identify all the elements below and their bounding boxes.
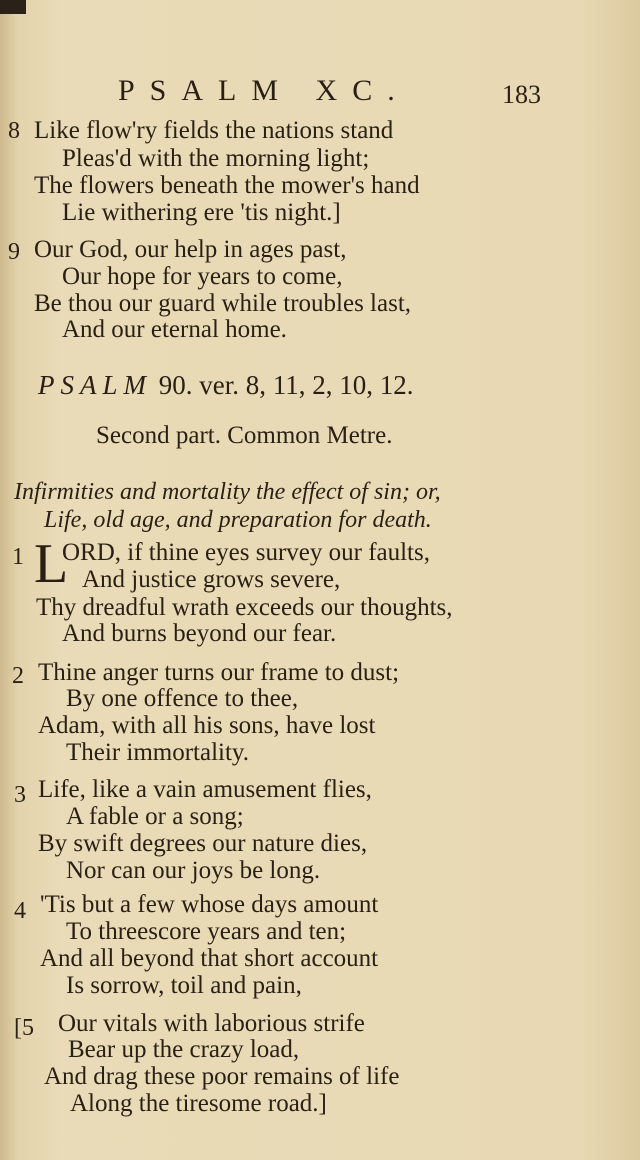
verse-line: Our God, our help in ages past,	[34, 236, 347, 263]
page-number: 183	[502, 80, 541, 109]
verse-line: 'Tis but a few whose days amount	[40, 891, 379, 918]
verse-line: ORD, if thine eyes survey our faults,	[62, 539, 430, 566]
verse-line: And our eternal home.	[62, 316, 287, 343]
verse-line: Lie withering ere 'tis night.]	[62, 199, 341, 226]
stanza-number: 3	[14, 782, 26, 808]
verse-line: Like flow'ry fields the nations stand	[34, 117, 394, 144]
stanza-number: 2	[12, 663, 24, 689]
stanza-number: 8	[8, 118, 20, 144]
verse-line: By swift degrees our nature dies,	[38, 830, 368, 857]
binding-mark	[0, 0, 26, 14]
verse-line: Is sorrow, toil and pain,	[66, 972, 302, 999]
verse-line: Adam, with all his sons, have lost	[38, 712, 376, 739]
section-title-verses: 90. ver. 8, 11, 2, 10, 12.	[158, 370, 414, 400]
verse-line: And all beyond that short account	[40, 945, 379, 972]
verse-line: Bear up the crazy load,	[68, 1036, 300, 1063]
verse-line: And drag these poor remains of life	[44, 1063, 400, 1090]
verse-line: A fable or a song;	[66, 803, 244, 830]
verse-line: And burns beyond our fear.	[62, 620, 337, 647]
verse-line: Along the tiresome road.]	[70, 1090, 327, 1117]
running-header	[0, 74, 640, 114]
stanza-number: 1	[12, 544, 24, 570]
stanza-number: 4	[14, 898, 26, 924]
stanza-number: 9	[8, 239, 20, 265]
verse-line: Thy dreadful wrath exceeds our thoughts,	[36, 594, 453, 621]
verse-line: Our hope for years to come,	[62, 263, 343, 290]
verse-line: To threescore years and ten;	[66, 918, 347, 945]
verse-line: Nor can our joys be long.	[66, 857, 321, 884]
verse-line: The flowers beneath the mower's hand	[34, 172, 420, 199]
section-subtitle: Second part. Common Metre.	[96, 422, 393, 449]
drop-cap: L	[34, 533, 69, 595]
section-title-psalm: PSALM	[38, 370, 152, 400]
stanza-number: [5	[14, 1015, 34, 1041]
running-title: PSALM XC.	[118, 74, 410, 107]
verse-line: Their immortality.	[66, 739, 250, 766]
verse-line: By one offence to thee,	[66, 685, 299, 712]
verse-line: And justice grows severe,	[82, 566, 341, 593]
verse-line: Our vitals with laborious strife	[58, 1010, 365, 1037]
section-title	[38, 370, 413, 401]
argument-line: Life, old age, and preparation for death.	[44, 507, 432, 533]
verse-line: Thine anger turns our frame to dust;	[38, 659, 400, 686]
verse-line: Pleas'd with the morning light;	[62, 145, 370, 172]
verse-line: Life, like a vain amusement flies,	[38, 776, 372, 803]
verse-line: Be thou our guard while troubles last,	[34, 290, 412, 317]
argument-line: Infirmities and mortality the effect of sin; or,	[14, 479, 441, 505]
